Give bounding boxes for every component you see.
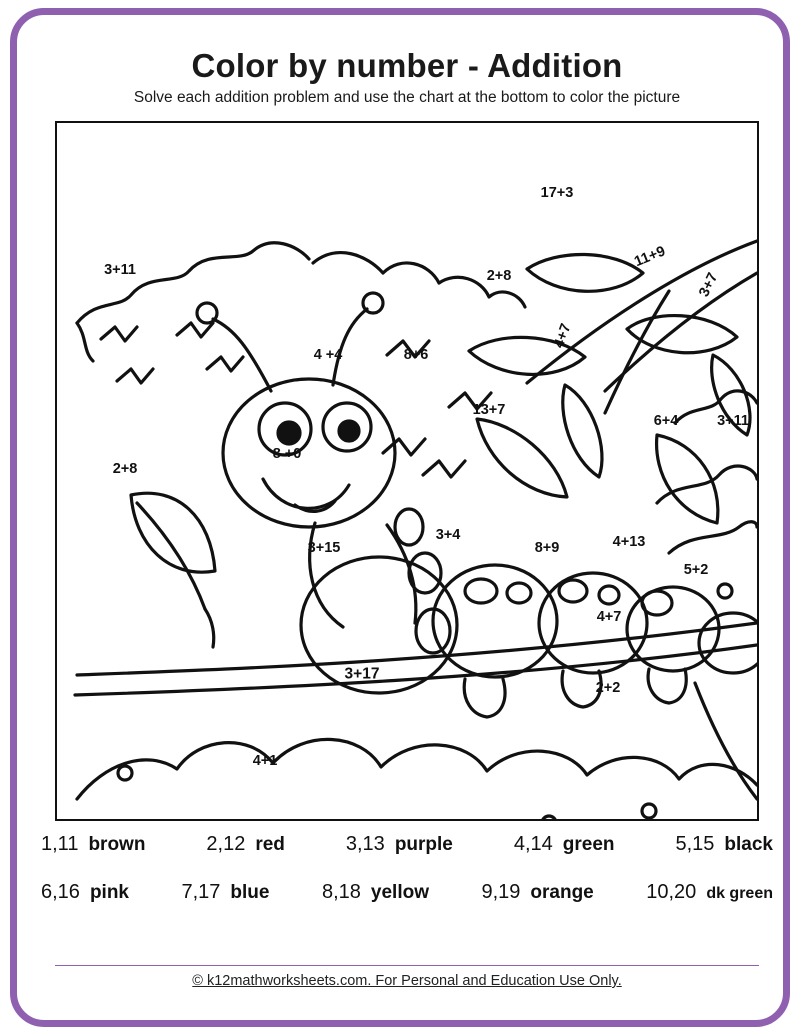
- problem-label: 4+1: [252, 752, 278, 769]
- legend-numbers: 2,12: [206, 833, 246, 855]
- problem-label: 3+17: [344, 665, 380, 683]
- problem-label: 13+7: [472, 401, 506, 418]
- legend-numbers: 1,11: [41, 833, 79, 855]
- problem-label: 3+4: [435, 526, 461, 543]
- legend-item: [346, 833, 453, 856]
- problem-label: 2+8: [486, 267, 512, 284]
- problem-label: 6+4: [653, 412, 679, 429]
- problem-label: 3+11: [104, 261, 136, 278]
- page-border: [10, 8, 790, 1027]
- legend-color-name: black: [724, 834, 773, 855]
- legend-color-name: green: [562, 834, 615, 855]
- legend-item: [514, 833, 615, 856]
- problem-label: 2+8: [112, 460, 138, 477]
- problem-label: 3+11: [717, 412, 749, 429]
- footer-credit: [17, 973, 797, 989]
- legend-numbers: 8,18: [321, 881, 361, 903]
- footer-divider: [55, 965, 759, 966]
- coloring-picture: [55, 121, 759, 821]
- problem-label: 3+7: [696, 270, 722, 300]
- problem-label: 17+3: [540, 184, 574, 201]
- legend-numbers: 7,17: [181, 881, 221, 903]
- legend-item: [322, 881, 429, 904]
- legend-item: [481, 881, 593, 904]
- problem-label: 4+7: [551, 321, 575, 351]
- color-key-row: [41, 881, 773, 929]
- legend-numbers: 10,20: [646, 881, 697, 903]
- color-key: [41, 833, 773, 943]
- legend-item: [181, 881, 269, 904]
- problem-label: 8+9: [534, 539, 560, 556]
- page-title: Color by number - Addition: [191, 47, 623, 84]
- legend-color-name: dk green: [706, 885, 773, 902]
- problem-label: 4 +4: [313, 346, 343, 363]
- legend-item: [206, 833, 285, 856]
- problem-label: 5+2: [683, 561, 709, 578]
- caterpillar-line-art: [57, 123, 757, 819]
- legend-numbers: 5,15: [675, 833, 715, 855]
- legend-item: [675, 833, 773, 856]
- problem-label: 8+6: [403, 346, 429, 363]
- legend-color-name: orange: [530, 882, 594, 903]
- problem-label: 2+2: [595, 679, 621, 696]
- problem-label: 8 +0: [272, 445, 302, 462]
- legend-numbers: 4,14: [513, 833, 553, 855]
- legend-numbers: 6,16: [41, 881, 80, 903]
- problem-label: 11+9: [632, 243, 668, 271]
- legend-color-name: pink: [89, 882, 129, 903]
- legend-numbers: 3,13: [345, 833, 385, 855]
- problem-label: 3+15: [307, 539, 341, 556]
- legend-item: [41, 833, 145, 856]
- footer-credit-text: © k12mathworksheets.com. For Personal and Education Use Only.: [192, 973, 622, 989]
- page-subtitle: Solve each addition problem and use the chart at the bottom to color the picture: [133, 89, 681, 106]
- color-key-row: [41, 833, 773, 881]
- legend-color-name: red: [255, 834, 285, 855]
- problem-label: 4+13: [612, 533, 646, 550]
- legend-item: [646, 881, 773, 904]
- legend-numbers: 9,19: [481, 881, 521, 903]
- problem-label: 4+7: [596, 608, 622, 625]
- legend-color-name: yellow: [370, 882, 429, 903]
- legend-color-name: blue: [230, 882, 270, 903]
- legend-color-name: purple: [394, 834, 453, 855]
- legend-color-name: brown: [88, 834, 146, 855]
- legend-item: [41, 881, 129, 904]
